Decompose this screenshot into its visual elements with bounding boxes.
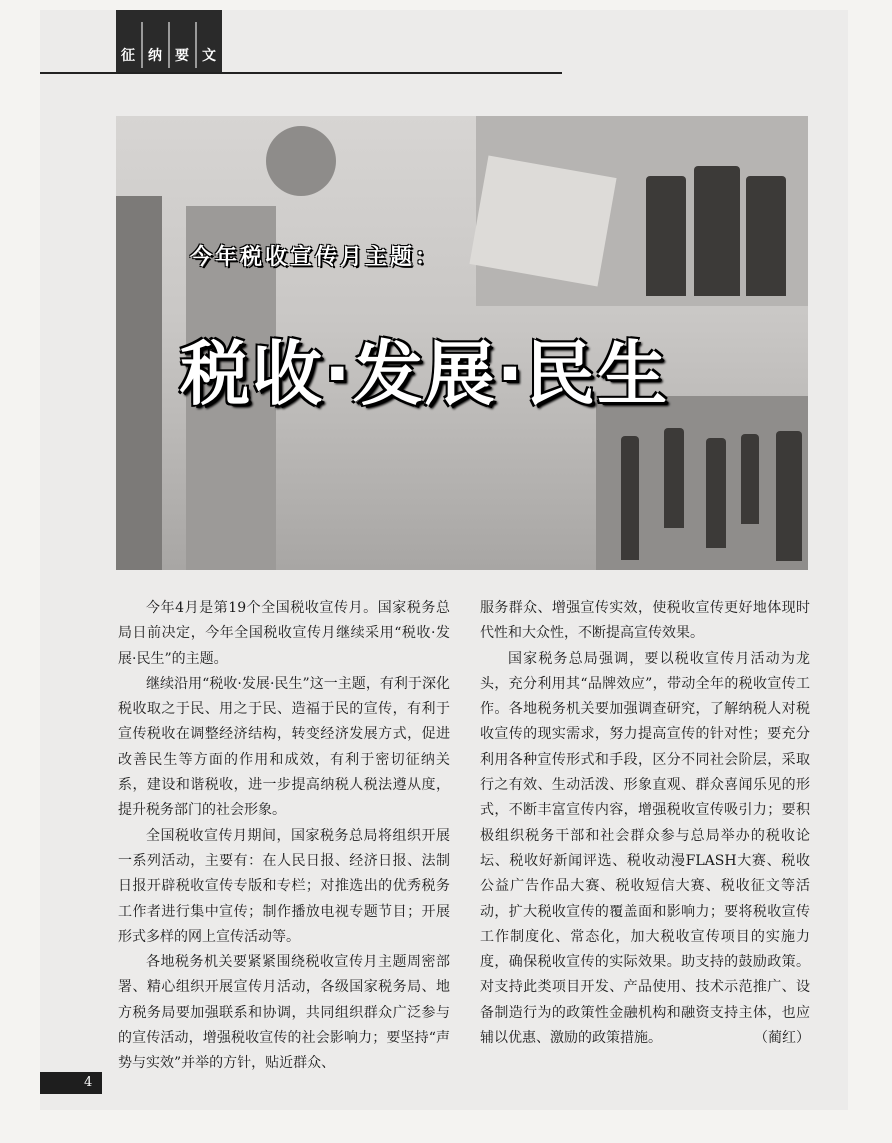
person-figure [776,431,802,561]
section-header [116,10,222,72]
article-paragraph: 今年4月是第19个全国税收宣传月。国家税务总局日前决定，今年全国税收宣传月继续采用“税收·发展·民生”的主题。 [118,600,450,667]
article-paragraph: 继续沿用“税收·发展·民生”这一主题，有利于深化税收取之于民、用之于民、造福于民的宣传，有利于宣传税收在调整经济结构，转变经济发展方式，促进改善民生等方面的作用和成效，有利于密切征纳关系，建设和谐税收，进一步提高纳税人税法遵从度，提升税务部门的社会形象。 [118,675,450,819]
article-paragraph: 各地税务机关要紧紧围绕税收宣传月主题周密部署、精心组织开展宣传月活动，各级国家税务局、地方税务局要加强联系和协调，共同组织群众广泛参与的宣传活动，增强税收宣传的社会影响力；要坚持“声势与实效”并举的方针，贴近群众、 [118,954,450,1072]
article-paragraph: 服务群众、增强宣传实效，使税收宣传更好地体现时代性和大众性，不断提高宣传效果。 [480,600,810,642]
person-figure [706,438,726,548]
tower-sphere [266,126,336,196]
page-number-bar [40,1072,102,1094]
tab-divider [141,22,143,68]
header-tab-char: 纳 [148,48,162,64]
header-rule [40,72,562,74]
building-shape [116,196,162,570]
hero-title: 税收·发展·民生 [180,333,670,415]
tab-divider [195,22,197,68]
header-tab-char: 要 [175,48,189,64]
tab-divider [168,22,170,68]
header-tab-char: 征 [121,48,135,64]
person-figure [694,166,740,296]
page-number: 4 [84,1075,93,1090]
article-column-left [118,596,450,1077]
article-paragraph-text: 国家税务总局强调，要以税收宣传月活动为龙头，充分利用其“品牌效应”，带动全年的税收宣传工作。各地税务机关要加强调查研究，了解纳税人对税收宣传的现实需求，努力提高宣传的针对性；要充分利用各种宣传形式和手段，区分不同社会阶层，采取行之有效、生动活泼、形象直观、群众喜闻乐见的形式，不断丰富宣传内容，增强税收宣传吸引力；要积极组织税务干部和社会群众参与总局举办的税收论坛、税收好新闻评选、税收动漫FLASH大赛、税收公益广告作品大赛、税收短信大赛、税收征文等活动，扩大税收宣传的覆盖面和影响力；要将税收宣传工作制度化、常态化，加大税收宣传项目的实施力度，确保税收宣传的实际效果。助支持的鼓励政策。对支持此类项目开发、产品使用、技术示范推广、设备制造行为的政策性金融机构和融资支持主体，也应辅以优惠、激励的政策措施。 [480,650,810,1047]
person-figure [646,176,686,296]
person-figure [621,436,639,560]
person-figure [741,434,759,524]
hero-subtitle: 今年税收宣传月主题： [190,245,441,270]
author-credit: （蔺红） [754,1030,810,1047]
header-tab-char: 文 [202,48,216,64]
article-column-right [480,596,810,1051]
display-board [469,156,616,287]
person-figure [746,176,786,296]
article-paragraph: 全国税收宣传月期间，国家税务总局将组织开展一系列活动，主要有：在人民日报、经济日报、法制日报开辟税收宣传专版和专栏；对推选出的优秀税务工作者进行集中宣传；制作播放电视专题节目；开展形式多样的网上宣传活动等。 [118,827,450,945]
article-paragraph [480,647,810,1052]
person-figure [664,428,684,528]
